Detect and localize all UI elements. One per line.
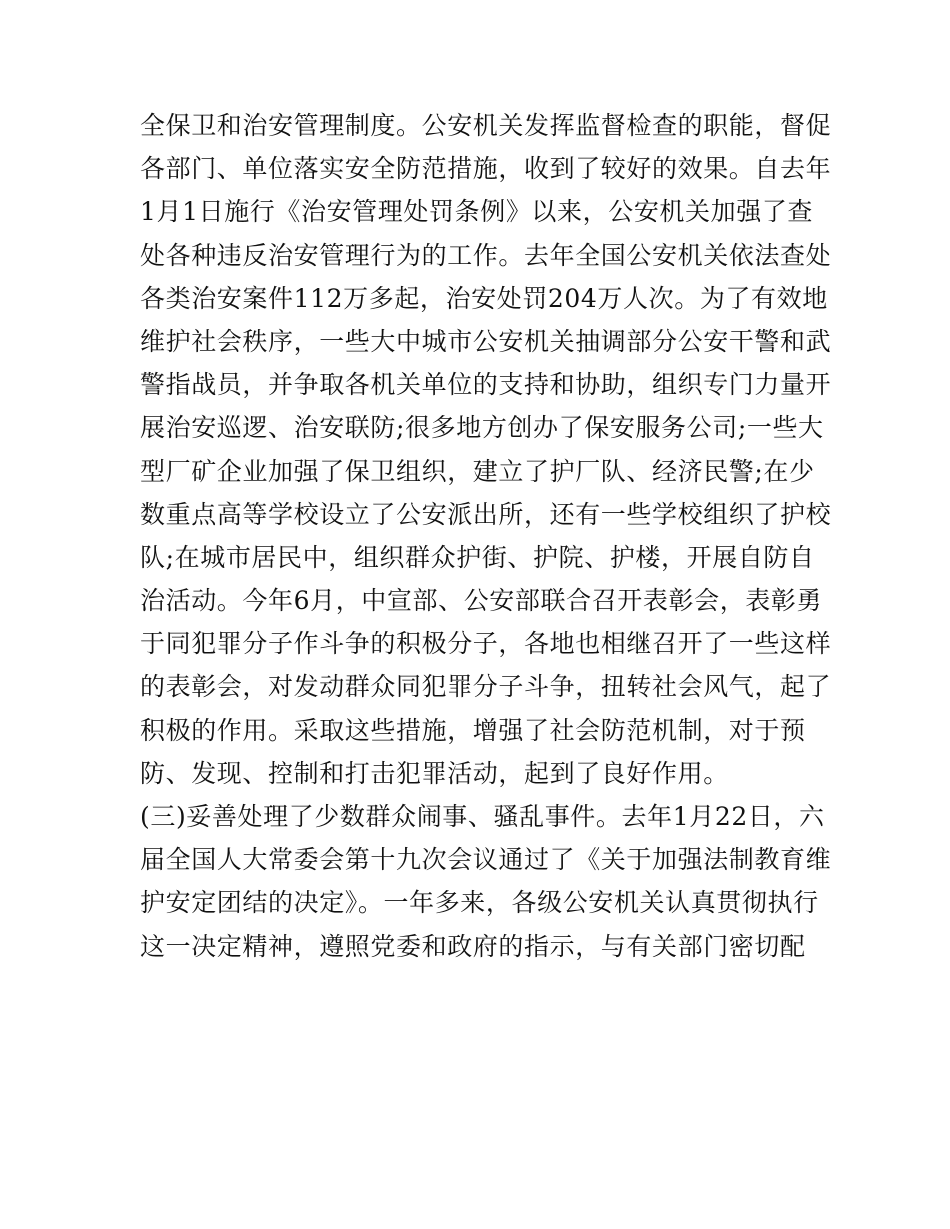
- text-line: 于同犯罪分子作斗争的积极分子，各地也相继召开了一些这样: [140, 629, 832, 659]
- text-line: (三)妥善处理了少数群众闹事、骚乱事件。去年1月22日，六: [140, 802, 825, 831]
- text-line: 的表彰会，对发动群众同犯罪分子斗争，扭转社会风气，起了: [140, 672, 832, 702]
- text-line: 队;在城市居民中，组织群众护街、护院、护楼，开展自防自: [140, 542, 815, 572]
- text-line: 各部门、单位落实安全防范措施，收到了较好的效果。自去年: [140, 154, 832, 184]
- text-line: 处各种违反治安管理行为的工作。去年全国公安机关依法查处: [140, 240, 832, 270]
- text-line: 数重点高等学校设立了公安派出所，还有一些学校组织了护校: [140, 499, 832, 529]
- text-line: 各类治安案件112万多起，治安处罚204万人次。为了有效地: [140, 283, 828, 313]
- text-line: 展治安巡逻、治安联防;很多地方创办了保安服务公司;一些大: [140, 413, 824, 443]
- text-line: 全保卫和治安管理制度。公安机关发挥监督检查的职能，督促: [140, 111, 832, 140]
- text-line: 积极的作用。采取这些措施，增强了社会防范机制，对于预: [140, 715, 806, 745]
- text-line: 防、发现、控制和打击犯罪活动，起到了良好作用。: [140, 758, 729, 788]
- text-line: 型厂矿企业加强了保卫组织，建立了护厂队、经济民警;在少: [140, 456, 815, 486]
- text-line: 警指战员，并争取各机关单位的支持和协助，组织专门力量开: [140, 370, 832, 400]
- text-line: 维护社会秩序，一些大中城市公安机关抽调部分公安干警和武: [140, 326, 832, 356]
- text-line: 护安定团结的决定》。一年多来，各级公安机关认真贯彻执行: [140, 888, 819, 918]
- text-line: 这一决定精神，遵照党委和政府的指示，与有关部门密切配: [140, 931, 806, 961]
- text-line: 1月1日施行《治安管理处罚条例》以来，公安机关加强了查: [140, 197, 814, 227]
- body-text: [140, 104, 832, 968]
- text-line: 届全国人大常委会第十九次会议通过了《关于加强法制教育维: [140, 845, 832, 875]
- text-line: 治活动。今年6月，中宣部、公安部联合召开表彰会，表彰勇: [140, 586, 823, 616]
